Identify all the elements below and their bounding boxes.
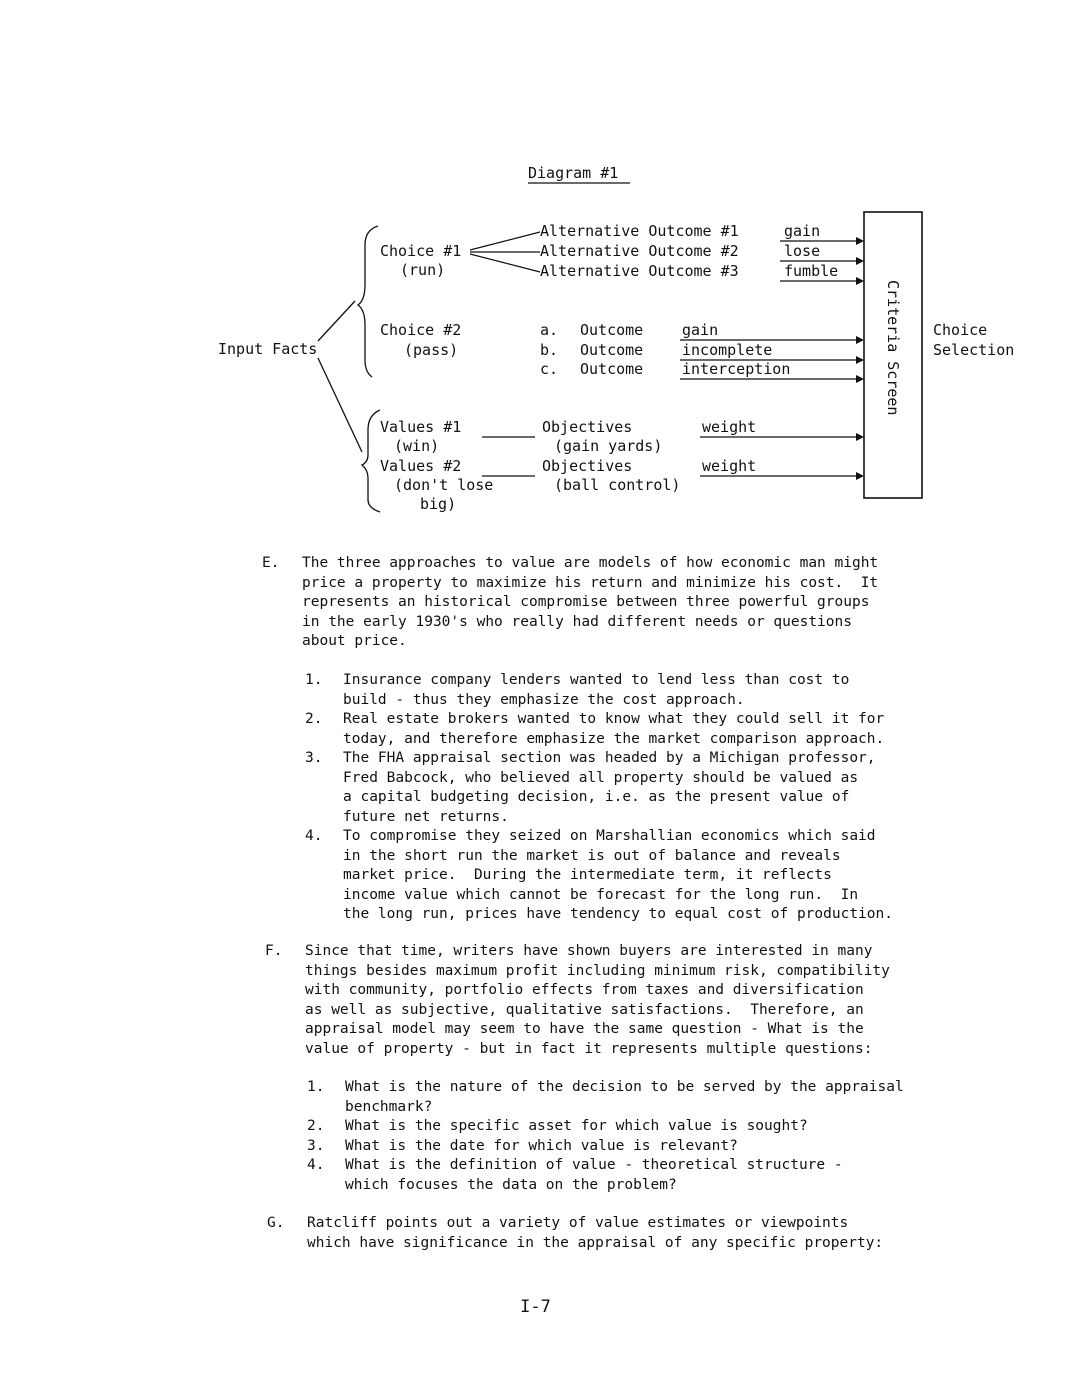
choice1-sub: (run): [400, 261, 446, 279]
item-number: 2.: [305, 711, 323, 727]
section-f-text: [305, 942, 890, 1059]
section-f-marker: F.: [265, 943, 283, 959]
section-e-line: price a property to maximize his return and minimize his cost. It: [302, 574, 879, 591]
outcome-a: Outcome: [580, 321, 644, 339]
section-g-line: which have significance in the appraisal of any specific property:: [307, 1234, 884, 1251]
section-f-item-1: [307, 1078, 1027, 1118]
values2-sub2: big): [420, 495, 457, 513]
item-number: 3.: [307, 1138, 325, 1154]
outcome-b: Outcome: [580, 341, 644, 359]
section-f-line: appraisal model may seem to have the same question - What is the: [305, 1021, 864, 1037]
item-line: today, and therefore emphasize the market comparison approach.: [343, 730, 885, 747]
section-e-line: represents an historical compromise between three powerful groups: [302, 594, 870, 610]
alt-result-3: fumble: [784, 262, 839, 280]
alt-outcome-3: Alternative Outcome #3: [540, 262, 739, 280]
section-g-text: [307, 1214, 883, 1253]
outcome-letter-a: a.: [540, 321, 559, 339]
item-line: Insurance company lenders wanted to lend less than cost to: [343, 672, 850, 688]
item-line: What is the specific asset for which value is sought?: [345, 1118, 808, 1134]
item-line: a capital budgeting decision, i.e. as the present value of: [343, 789, 850, 805]
choice2-sub: (pass): [404, 341, 459, 359]
item-line: What is the definition of value - theoretical structure -: [345, 1157, 843, 1173]
item-line: What is the date for which value is relevant?: [345, 1138, 738, 1154]
outcome-result-c: interception: [682, 360, 791, 378]
section-g-marker: G.: [267, 1215, 285, 1231]
objectives2-label: Objectives: [542, 457, 633, 475]
section-f-item-3: [307, 1137, 1007, 1157]
alt-outcome-2: Alternative Outcome #2: [540, 242, 739, 260]
values1-label: Values #1: [380, 418, 462, 436]
section-f-line: things besides maximum profit including minimum risk, compatibility: [305, 962, 890, 979]
item-line: benchmark?: [345, 1098, 433, 1115]
section-f-line: as well as subjective, qualitative satisfactions. Therefore, an: [305, 1001, 864, 1018]
section-g-line: Ratcliff points out a variety of value estimates or viewpoints: [307, 1215, 849, 1231]
item-line: in the short run the market is out of balance and reveals: [343, 847, 841, 864]
item-number: 2.: [307, 1118, 325, 1134]
section-e-item-3: [305, 749, 1005, 827]
section-e-marker: E.: [262, 555, 280, 571]
outcome-letter-b: b.: [540, 341, 559, 359]
choice-selection-line1: Choice: [933, 321, 988, 339]
values1-sub: (win): [394, 437, 440, 455]
section-e-item-1: [305, 671, 1005, 711]
item-line: future net returns.: [343, 808, 509, 825]
alt-result-2: lose: [784, 242, 821, 260]
criteria-screen-label: Criteria Screen: [884, 280, 902, 416]
objectives2-sub: (ball control): [554, 476, 681, 494]
section-f-line: Since that time, writers have shown buyers are interested in many: [305, 943, 873, 959]
item-number: 4.: [305, 828, 323, 844]
objectives1-label: Objectives: [542, 418, 633, 436]
item-line: What is the nature of the decision to be served by the appraisal: [345, 1079, 904, 1095]
alt-result-1: gain: [784, 222, 821, 240]
choice1-label: Choice #1: [380, 242, 462, 260]
section-e-line: about price.: [302, 633, 407, 649]
outcome-result-b: incomplete: [682, 341, 773, 359]
item-line: Fred Babcock, who believed all property should be valued as: [343, 769, 859, 786]
outcome-c: Outcome: [580, 360, 644, 378]
item-number: 3.: [305, 750, 323, 766]
outcome-letter-c: c.: [540, 360, 559, 378]
input-facts-label: Input Facts: [218, 340, 318, 358]
values2-sub: (don't lose: [394, 476, 494, 494]
item-line: income value which cannot be forecast for the long run. In: [343, 886, 859, 903]
section-e-item-2: [305, 710, 1005, 750]
item-line: build - thus they emphasize the cost approach.: [343, 691, 745, 708]
item-line: market price. During the intermediate term, it reflects: [343, 867, 832, 883]
choice-selection-line2: Selection: [933, 341, 1015, 359]
section-e-line: in the early 1930's who really had different needs or questions: [302, 613, 852, 630]
decision-diagram: [0, 0, 1071, 560]
outcome-result-a: gain: [682, 321, 719, 339]
section-f-item-4: [307, 1156, 1007, 1196]
item-line: To compromise they seized on Marshallian economics which said: [343, 828, 876, 844]
objectives1-result: weight: [702, 418, 757, 436]
choice2-label: Choice #2: [380, 321, 462, 339]
values2-label: Values #2: [380, 457, 462, 475]
item-line: the long run, prices have tendency to equal cost of production.: [343, 906, 893, 922]
section-e-line: The three approaches to value are models of how economic man might: [302, 555, 879, 571]
item-line: which focuses the data on the problem?: [345, 1176, 677, 1193]
section-e-item-4: [305, 827, 1025, 925]
item-number: 1.: [305, 672, 323, 688]
item-number: 1.: [307, 1079, 325, 1095]
objectives1-sub: (gain yards): [554, 437, 663, 455]
item-line: The FHA appraisal section was headed by a Michigan professor,: [343, 750, 876, 766]
section-e-text: [302, 554, 878, 652]
section-f-item-2: [307, 1117, 1007, 1137]
diagram-title: Diagram #1: [528, 164, 619, 182]
objectives2-result: weight: [702, 457, 757, 475]
item-line: Real estate brokers wanted to know what they could sell it for: [343, 711, 885, 727]
item-number: 4.: [307, 1157, 325, 1173]
page-number: I-7: [520, 1297, 551, 1317]
section-f-line: with community, portfolio effects from taxes and diversification: [305, 982, 864, 998]
section-f-line: value of property - but in fact it represents multiple questions:: [305, 1040, 873, 1057]
alt-outcome-1: Alternative Outcome #1: [540, 222, 739, 240]
